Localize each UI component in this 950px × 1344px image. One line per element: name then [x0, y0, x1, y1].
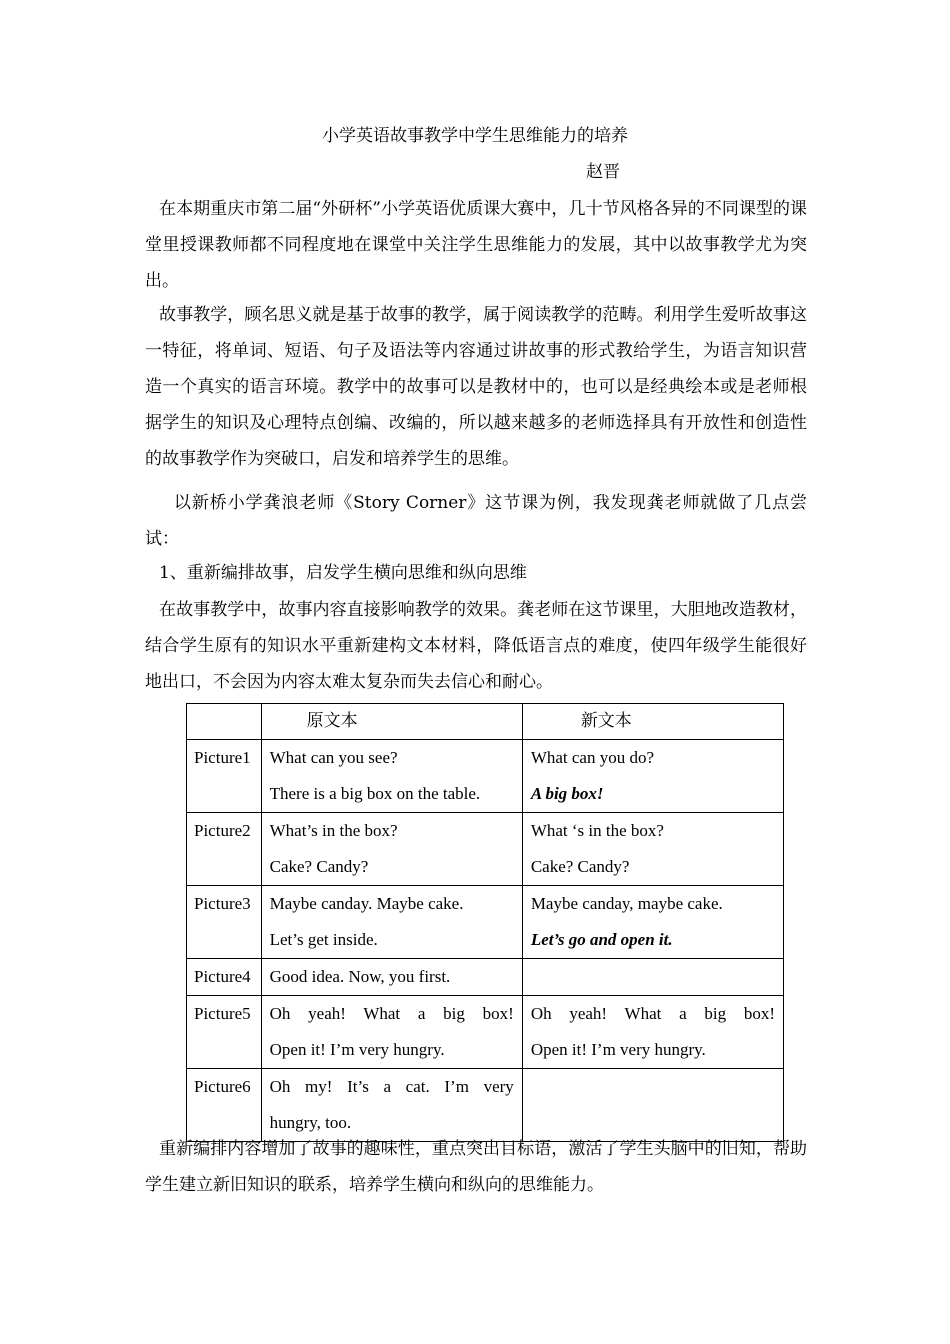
author-name: 赵晋: [586, 162, 620, 182]
table-header-row: [187, 704, 784, 740]
original-cell: [261, 813, 522, 886]
original-line: hungry, too.: [269, 1113, 352, 1132]
table-row: [187, 959, 784, 996]
original-line: Open it! I’m very hungry.: [269, 1040, 445, 1059]
original-cell: [261, 959, 522, 996]
header-empty-cell: [187, 704, 262, 740]
new-cell-empty: [522, 959, 783, 996]
original-line: What’s in the box?: [269, 821, 398, 840]
new-cell: [522, 886, 783, 959]
original-line: Oh yeah! What a big box!: [269, 1004, 514, 1023]
document-title: 小学英语故事教学中学生思维能力的培养: [322, 126, 628, 146]
row-label: Picture2: [187, 813, 262, 886]
original-cell: [261, 740, 522, 813]
paragraph-restructure-text: 在故事教学中，故事内容直接影响教学的效果。龚老师在这节课里，大胆地改造教材，结合学生原有的知识水平重新建构文本材料，降低语言点的难度，使四年级学生能很好地出口，不会因为内容太难太复杂而失去信心和耐心。: [145, 600, 807, 692]
table-row: [187, 886, 784, 959]
new-line: Maybe canday, maybe cake.: [530, 894, 723, 913]
original-line: Maybe canday. Maybe cake.: [269, 894, 464, 913]
row-label: Picture1: [187, 740, 262, 813]
paragraph-intro: [145, 191, 807, 299]
paragraph-conclusion: [145, 1131, 807, 1203]
header-new-text: 新文本: [522, 704, 783, 740]
new-cell: [522, 813, 783, 886]
new-line: Oh yeah! What a big box!: [530, 1004, 775, 1023]
text-comparison-table: [186, 703, 784, 1142]
paragraph-example: [145, 485, 807, 557]
row-label: Picture4: [187, 959, 262, 996]
paragraph-conclusion-text: 重新编排内容增加了故事的趣味性，重点突出目标语，激活了学生头脑中的旧知，帮助学生建立新旧知识的联系，培养学生横向和纵向的思维能力。: [145, 1139, 807, 1195]
original-line: There is a big box on the table.: [269, 784, 481, 803]
section-heading-1: [145, 555, 807, 591]
row-label: Picture5: [187, 996, 262, 1069]
original-cell: [261, 886, 522, 959]
paragraph-restructure: [145, 592, 807, 700]
original-line: Let’s get inside.: [269, 930, 378, 949]
row-label: Picture3: [187, 886, 262, 959]
paragraph-story-teaching-text: 故事教学，顾名思义就是基于故事的教学，属于阅读教学的范畴。利用学生爱听故事这一特征，将单词、短语、句子及语法等内容通过讲故事的形式教给学生，为语言知识营造一个真实的语言环境。教学中的故事可以是教材中的，也可以是经典绘本或是老师根据学生的知识及心理特点创编、改编的，所以越来越多的老师选择具有开放性和创造性的故事教学作为突破口，启发和培养学生的思维。: [145, 305, 807, 469]
new-line-emphasis: Let’s go and open it.: [530, 930, 673, 949]
new-cell: [522, 740, 783, 813]
table-row: [187, 813, 784, 886]
original-cell: [261, 996, 522, 1069]
paragraph-story-teaching: [145, 297, 807, 477]
new-line: What ‘s in the box?: [530, 821, 664, 840]
new-line: Open it! I’m very hungry.: [530, 1040, 706, 1059]
table-row: [187, 740, 784, 813]
new-line: Cake? Candy?: [530, 857, 630, 876]
new-line: What can you do?: [530, 748, 655, 767]
paragraph-intro-text: 在本期重庆市第二届“外研杯”小学英语优质课大赛中，几十节风格各异的不同课型的课堂里授课教师都不同程度地在课堂中关注学生思维能力的发展，其中以故事教学尤为突出。: [145, 199, 807, 291]
original-line: Oh my! It’s a cat. I’m very: [269, 1077, 514, 1096]
section-heading-1-text: 1、重新编排故事，启发学生横向思维和纵向思维: [159, 563, 527, 583]
original-line: Good idea. Now, you first.: [269, 967, 451, 986]
table-row: [187, 996, 784, 1069]
new-line-emphasis: A big box!: [530, 784, 604, 803]
new-cell: [522, 996, 783, 1069]
original-line: Cake? Candy?: [269, 857, 369, 876]
header-original-text: 原文本: [261, 704, 522, 740]
original-line: What can you see?: [269, 748, 398, 767]
row-label: Picture6: [187, 1069, 262, 1142]
paragraph-example-text: 以新桥小学龚浪老师《Story Corner》这节课为例，我发现龚老师就做了几点尝试：: [145, 493, 807, 549]
